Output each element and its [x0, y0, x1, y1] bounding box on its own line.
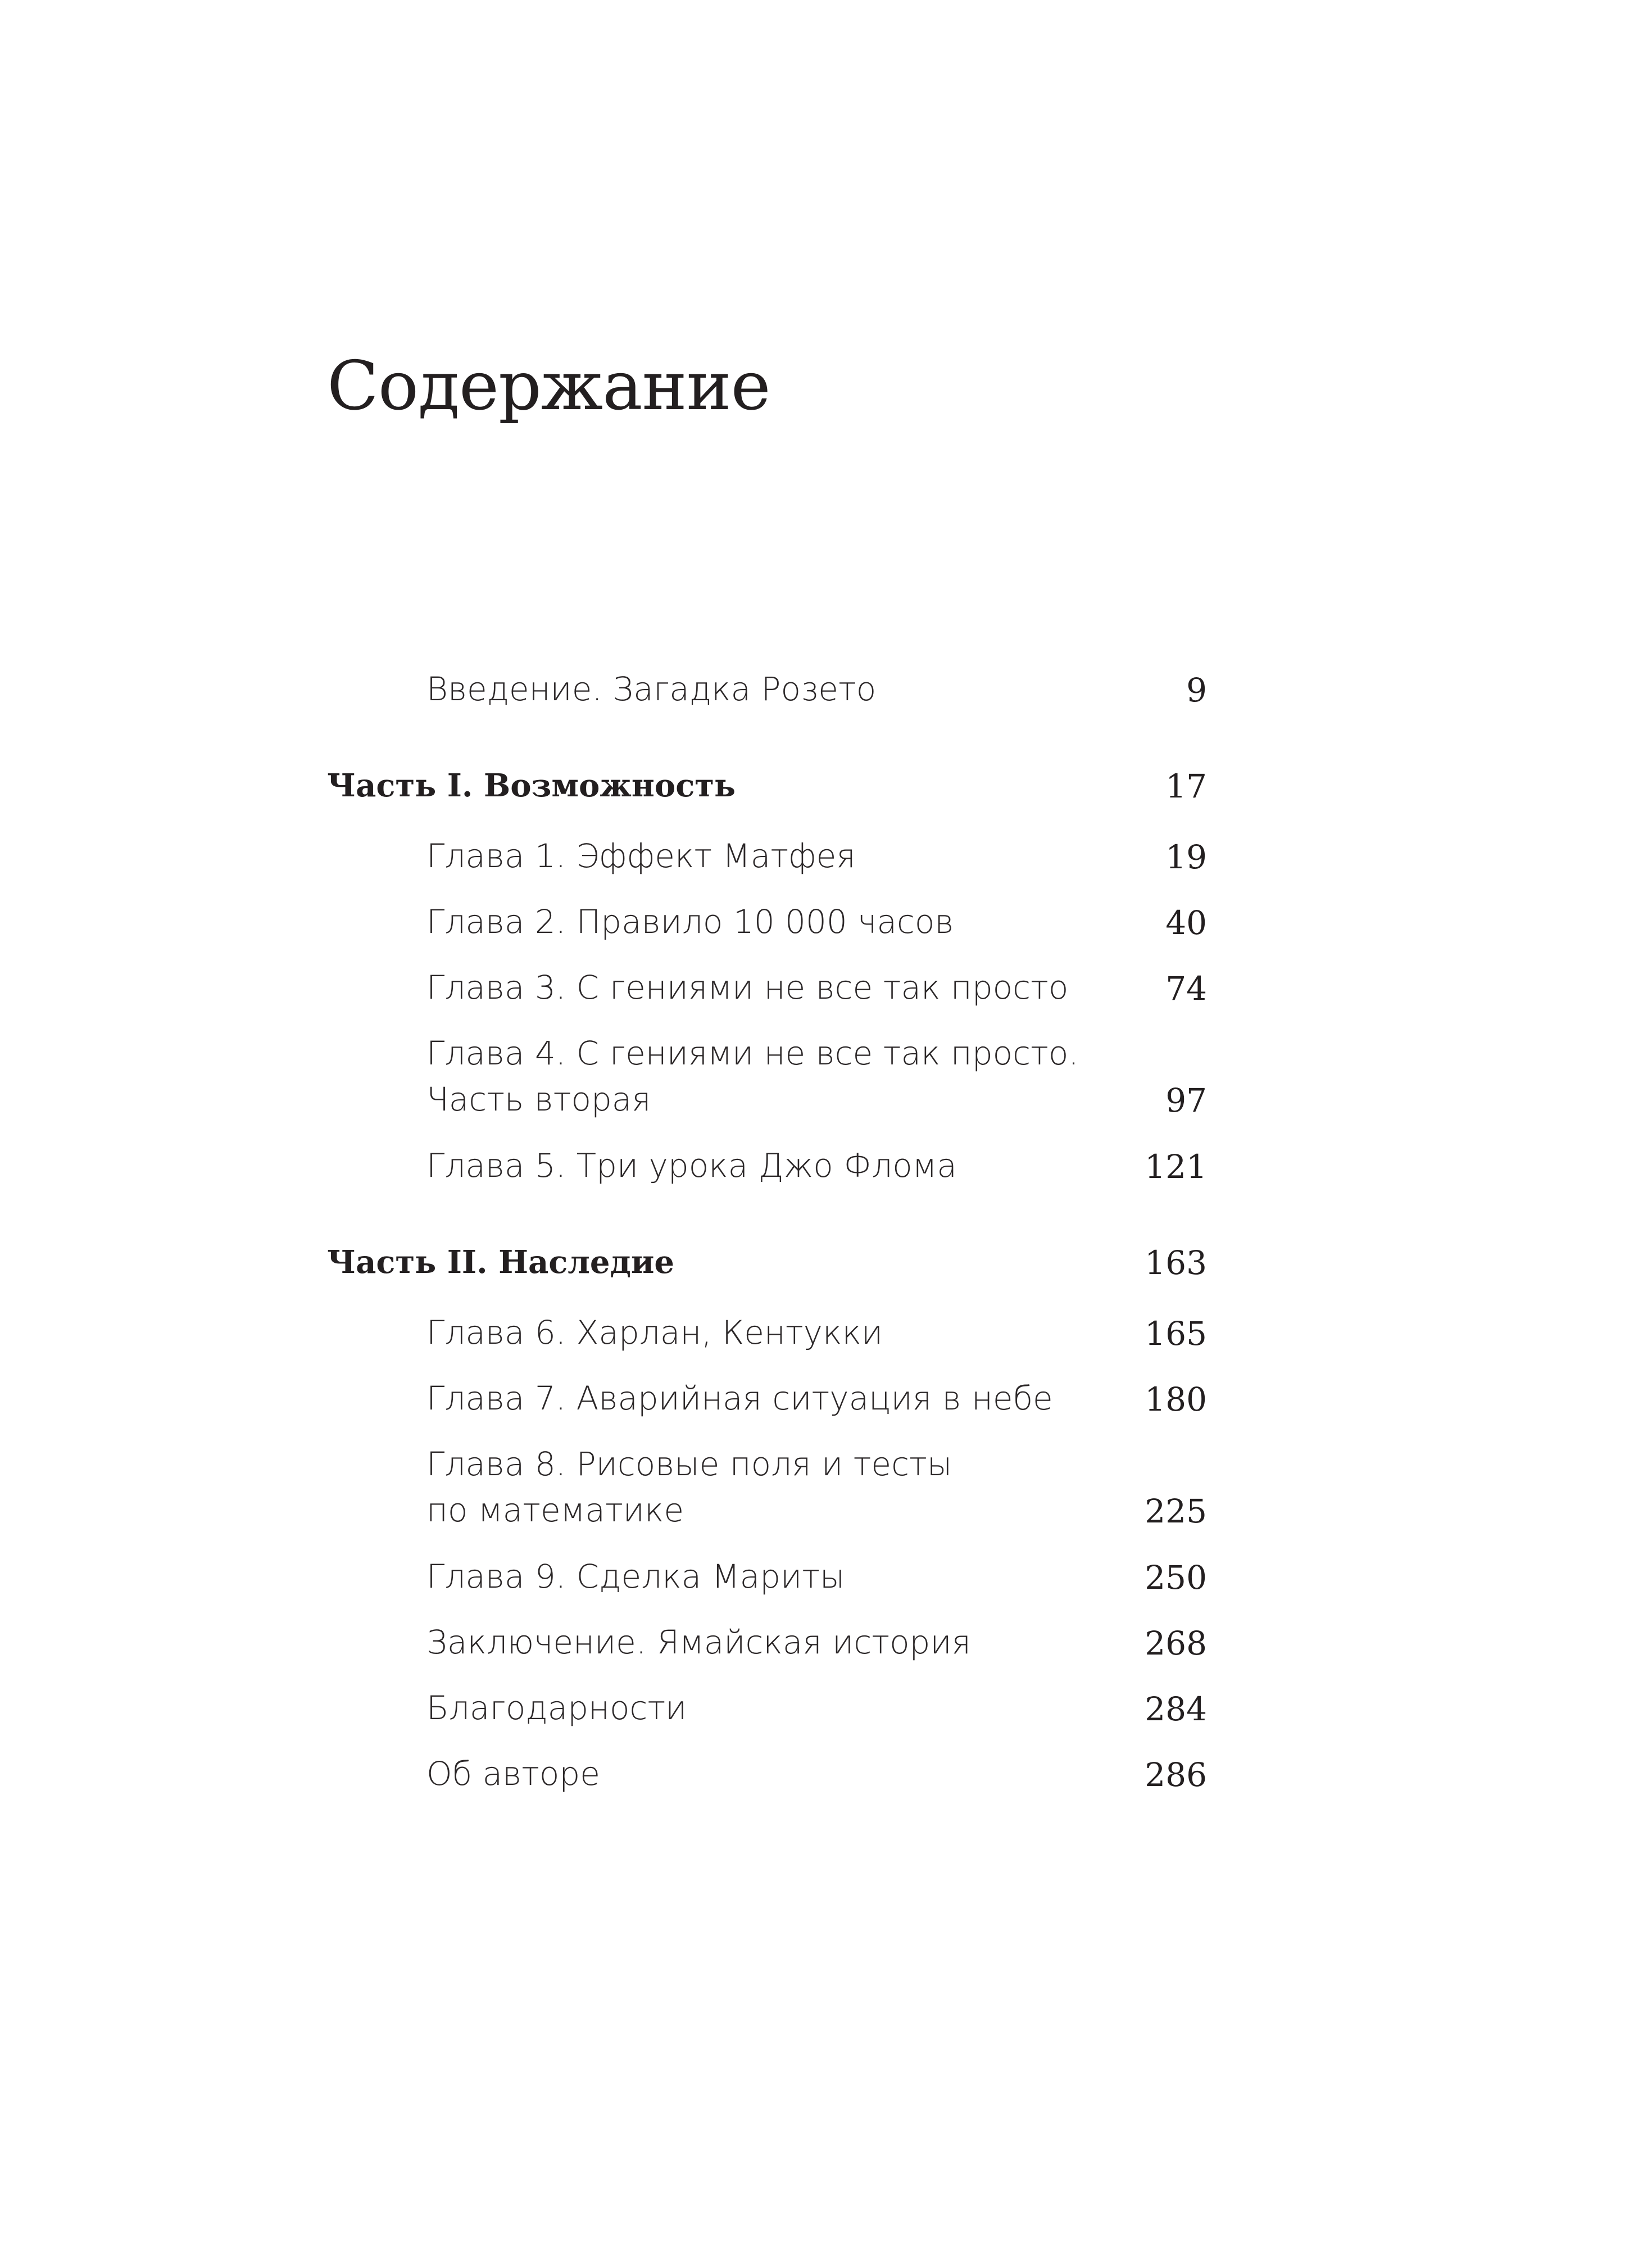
- toc-entry-page: 268: [1145, 1624, 1207, 1662]
- toc-entry-page: 74: [1165, 969, 1207, 1008]
- toc-entry-title-line-1: Глава 8. Рисовые поля и тесты: [426, 1445, 952, 1483]
- toc-entry-page: 284: [1145, 1690, 1207, 1728]
- toc-entry-title-line-1: Глава 4. С гениями не все так просто.: [426, 1034, 1079, 1072]
- toc-entry-page: 165: [1145, 1315, 1207, 1353]
- toc-entry-page: 19: [1165, 838, 1207, 876]
- toc-part-title: Часть II. Наследие: [327, 1244, 674, 1281]
- toc-entry-title: [426, 1441, 952, 1533]
- toc-entry-title: Глава 6. Харлан, Кентукки: [426, 1313, 883, 1352]
- toc-entry-page: 97: [1165, 1081, 1207, 1120]
- toc-entry-title: Глава 5. Три урока Джо Флома: [426, 1146, 957, 1185]
- toc-entry-page: 40: [1165, 904, 1207, 942]
- toc-entry-page: 286: [1145, 1756, 1207, 1794]
- toc-entry-title: Об авторе: [426, 1755, 600, 1793]
- toc-entry-title-line-2: Часть вторая: [426, 1080, 651, 1118]
- toc-entry-page: 17: [1165, 767, 1207, 805]
- toc-entry-title: [426, 1030, 1079, 1122]
- toc-entry-title: Глава 3. С гениями не все так просто: [426, 968, 1069, 1007]
- toc-entry-page: 225: [1145, 1492, 1207, 1530]
- toc-entry-title: Введение. Загадка Розето: [426, 670, 877, 708]
- toc-entry-page: 121: [1145, 1148, 1207, 1186]
- page-title: Содержание: [327, 347, 770, 425]
- toc-entry-title: Глава 9. Сделка Мариты: [426, 1557, 845, 1596]
- toc-entry-page: 163: [1145, 1244, 1207, 1282]
- toc-entry-page: 9: [1186, 671, 1207, 709]
- toc-part-title: Часть I. Возможность: [327, 767, 736, 804]
- toc-entry-title-line-2: по математике: [426, 1491, 684, 1529]
- toc-entry-title: Глава 7. Аварийная ситуация в небе: [426, 1379, 1053, 1417]
- toc-entry-title: Глава 1. Эффект Матфея: [426, 837, 856, 875]
- toc-entry-title: Глава 2. Правило 10 000 часов: [426, 903, 954, 941]
- toc-entry-page: 180: [1145, 1380, 1207, 1418]
- toc-entry-title: Заключение. Ямайская история: [426, 1623, 971, 1661]
- toc-entry-title: Благодарности: [426, 1689, 687, 1727]
- toc-entry-page: 250: [1145, 1558, 1207, 1597]
